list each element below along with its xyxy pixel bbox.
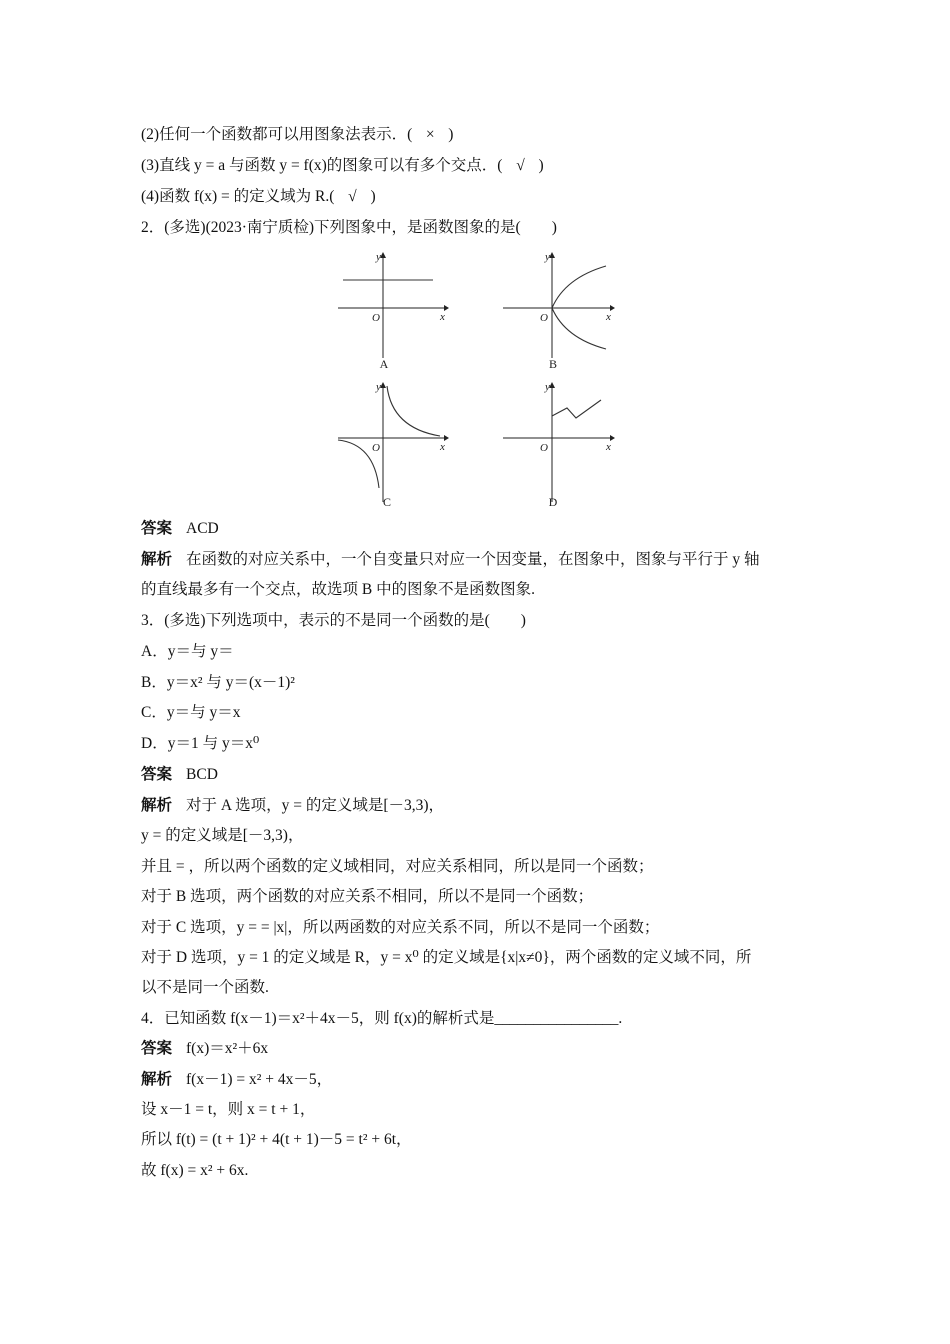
graph-d-curve bbox=[552, 400, 601, 418]
q2-answer: 答案 ACD bbox=[141, 520, 219, 537]
graph-c bbox=[338, 381, 449, 509]
x-axis-label: x bbox=[440, 441, 445, 453]
q3-analysis-line-2: y = 的定义域是[－3,3)， bbox=[141, 827, 304, 844]
q3-option-d: D．y＝1 与 y＝x⁰ bbox=[141, 735, 260, 752]
q3-option-a: A．y＝与 y＝ bbox=[141, 643, 234, 660]
q4-analysis-line-2: 设 x－1 = t，则 x = t + 1， bbox=[141, 1101, 316, 1118]
graph-d bbox=[503, 381, 615, 509]
q4-analysis-line-4: 故 f(x) = x² + 6x. bbox=[141, 1162, 249, 1179]
origin-label: O bbox=[372, 442, 380, 454]
x-axis-label: x bbox=[606, 441, 611, 453]
cross-mark: × bbox=[425, 126, 435, 143]
q4-analysis-line-1: 解析 f(x－1) = x² + 4x－5， bbox=[141, 1071, 333, 1088]
q1-item-4: (4)函数 f(x) = 的定义域为 R.( √ ) bbox=[141, 188, 376, 205]
graph-a bbox=[338, 251, 449, 371]
q4-analysis-line-3: 所以 f(t) = (t + 1)² + 4(t + 1)－5 = t² + 6t， bbox=[141, 1131, 412, 1148]
q1-item-2: (2)任何一个函数都可以用图象法表示．( × ) bbox=[141, 126, 454, 143]
q3-analysis-line-3: 并且 = ，所以两个函数的定义域相同，对应关系相同，所以是同一个函数； bbox=[141, 858, 654, 875]
q4-stem: 4．已知函数 f(x－1)＝x²＋4x－5，则 f(x)的解析式是________________. bbox=[141, 1010, 623, 1027]
q3-analysis-line-5: 对于 C 选项，y = = |x|，所以两函数的对应关系不同，所以不是同一个函数； bbox=[141, 919, 660, 936]
q2-graphs-figure bbox=[330, 248, 620, 513]
y-axis-label: y bbox=[376, 381, 381, 393]
q3-analysis-line-7: 以不是同一个函数. bbox=[141, 979, 269, 996]
q3-analysis-line-4: 对于 B 选项，两个函数的对应关系不相同，所以不是同一个函数； bbox=[141, 888, 594, 905]
graph-b bbox=[503, 251, 615, 371]
q2-stem: 2．(多选)(2023·南宁质检)下列图象中，是函数图象的是( ) bbox=[141, 219, 557, 236]
y-axis-label: y bbox=[545, 251, 550, 263]
y-axis-label: y bbox=[545, 381, 550, 393]
q3-option-b: B．y＝x² 与 y＝(x－1)² bbox=[141, 674, 295, 691]
x-axis-label: x bbox=[606, 311, 611, 323]
q3-option-c: C．y＝与 y＝x bbox=[141, 704, 241, 721]
q3-analysis-line-1: 解析 对于 A 选项，y = 的定义域是[－3,3)， bbox=[141, 797, 445, 814]
q4-answer: 答案 f(x)＝x²＋6x bbox=[141, 1040, 269, 1057]
graph-label-b: B bbox=[548, 357, 558, 371]
y-axis-label: y bbox=[376, 251, 381, 263]
q3-analysis-line-6: 对于 D 选项，y = 1 的定义域是 R，y = x⁰ 的定义域是{x|x≠0}，两个函数的定义域不同，所 bbox=[141, 949, 752, 966]
graph-label-d: D bbox=[548, 495, 558, 509]
graph-c-curve-right bbox=[387, 386, 440, 436]
q2-analysis-line-2: 的直线最多有一个交点，故选项 B 中的图象不是函数图象. bbox=[141, 581, 535, 598]
q3-answer: 答案 BCD bbox=[141, 766, 218, 783]
origin-label: O bbox=[372, 312, 380, 324]
origin-label: O bbox=[540, 442, 548, 454]
x-axis-label: x bbox=[440, 311, 445, 323]
check-mark: √ bbox=[348, 188, 357, 205]
q2-analysis-line-1: 解析 在函数的对应关系中，一个自变量只对应一个因变量，在图象中，图象与平行于 y 轴 bbox=[141, 551, 760, 568]
graph-label-a: A bbox=[379, 357, 389, 371]
q1-item-3: (3)直线 y = a 与函数 y = f(x)的图象可以有多个交点．( √ ) bbox=[141, 157, 544, 174]
origin-label: O bbox=[540, 312, 548, 324]
check-mark: √ bbox=[516, 157, 525, 174]
q3-stem: 3．(多选)下列选项中，表示的不是同一个函数的是( ) bbox=[141, 612, 526, 629]
graph-label-c: C bbox=[382, 495, 392, 509]
